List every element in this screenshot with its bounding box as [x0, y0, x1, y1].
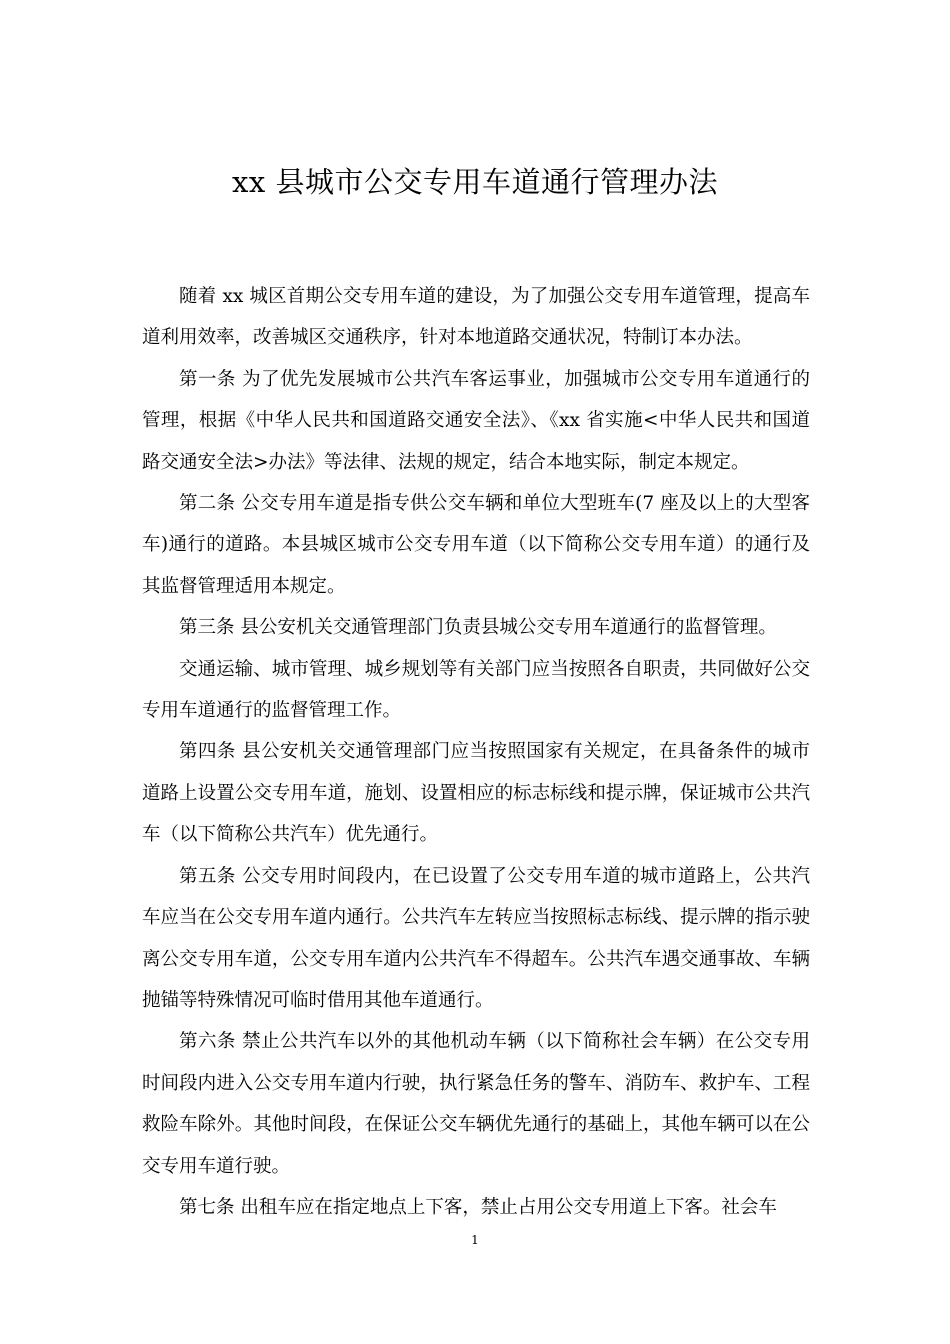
paragraph-article-4: 第四条 县公安机关交通管理部门应当按照国家有关规定，在具备条件的城市道路上设置公交专用车道，施划、设置相应的标志标线和提示牌，保证城市公共汽车（以下简称公共汽车）优先通行。 [142, 741, 810, 846]
paragraph-article-7: 第七条 出租车应在指定地点上下客，禁止占用公交专用道上下客。社会车 [179, 1196, 777, 1218]
document-title: xx 县城市公交专用车道通行管理办法 [232, 165, 718, 199]
paragraph-article-3: 第三条 县公安机关交通管理部门负责县城公交专用车道通行的监督管理。 [179, 617, 777, 639]
page-number: 1 [471, 1233, 479, 1247]
paragraph-article-2: 第二条 公交专用车道是指专供公交车辆和单位大型班车(7 座及以上的大型客车)通行的道路。本县城区城市公交专用车道（以下简称公交专用车道）的通行及其监督管理适用本规定。 [142, 493, 810, 597]
paragraph-article-5: 第五条 公交专用时间段内，在已设置了公交专用车道的城市道路上，公共汽车应当在公交专用车道内通行。公共汽车左转应当按照标志标线、提示牌的指示驶离公交专用车道，公交专用车道内公共汽车不得超车。公共汽车遇交通事故、车辆抛锚等特殊情况可临时借用其他车道通行。 [142, 865, 810, 1011]
paragraph-intro: 随着 xx 城区首期公交专用车道的建设，为了加强公交专用车道管理，提高车道利用效率，改善城区交通秩序，针对本地道路交通状况，特制订本办法。 [142, 286, 810, 349]
paragraph-article-3-continued: 交通运输、城市管理、城乡规划等有关部门应当按照各自职责，共同做好公交专用车道通行的监督管理工作。 [142, 658, 810, 722]
paragraph-article-1: 第一条 为了优先发展城市公共汽车客运事业，加强城市公交专用车道通行的管理，根据《中华人民共和国道路交通安全法》、《xx 省实施<中华人民共和国道路交通安全法>办法》等法律、法规的规定，结合本地实际，制定本规定。 [142, 368, 810, 473]
document-body [142, 276, 810, 1228]
paragraph-article-6: 第六条 禁止公共汽车以外的其他机动车辆（以下简称社会车辆）在公交专用时间段内进入公交专用车道内行驶，执行紧急任务的警车、消防车、救护车、工程救险车除外。其他时间段，在保证公交车辆优先通行的基础上，其他车辆可以在公交专用车道行驶。 [142, 1031, 810, 1177]
